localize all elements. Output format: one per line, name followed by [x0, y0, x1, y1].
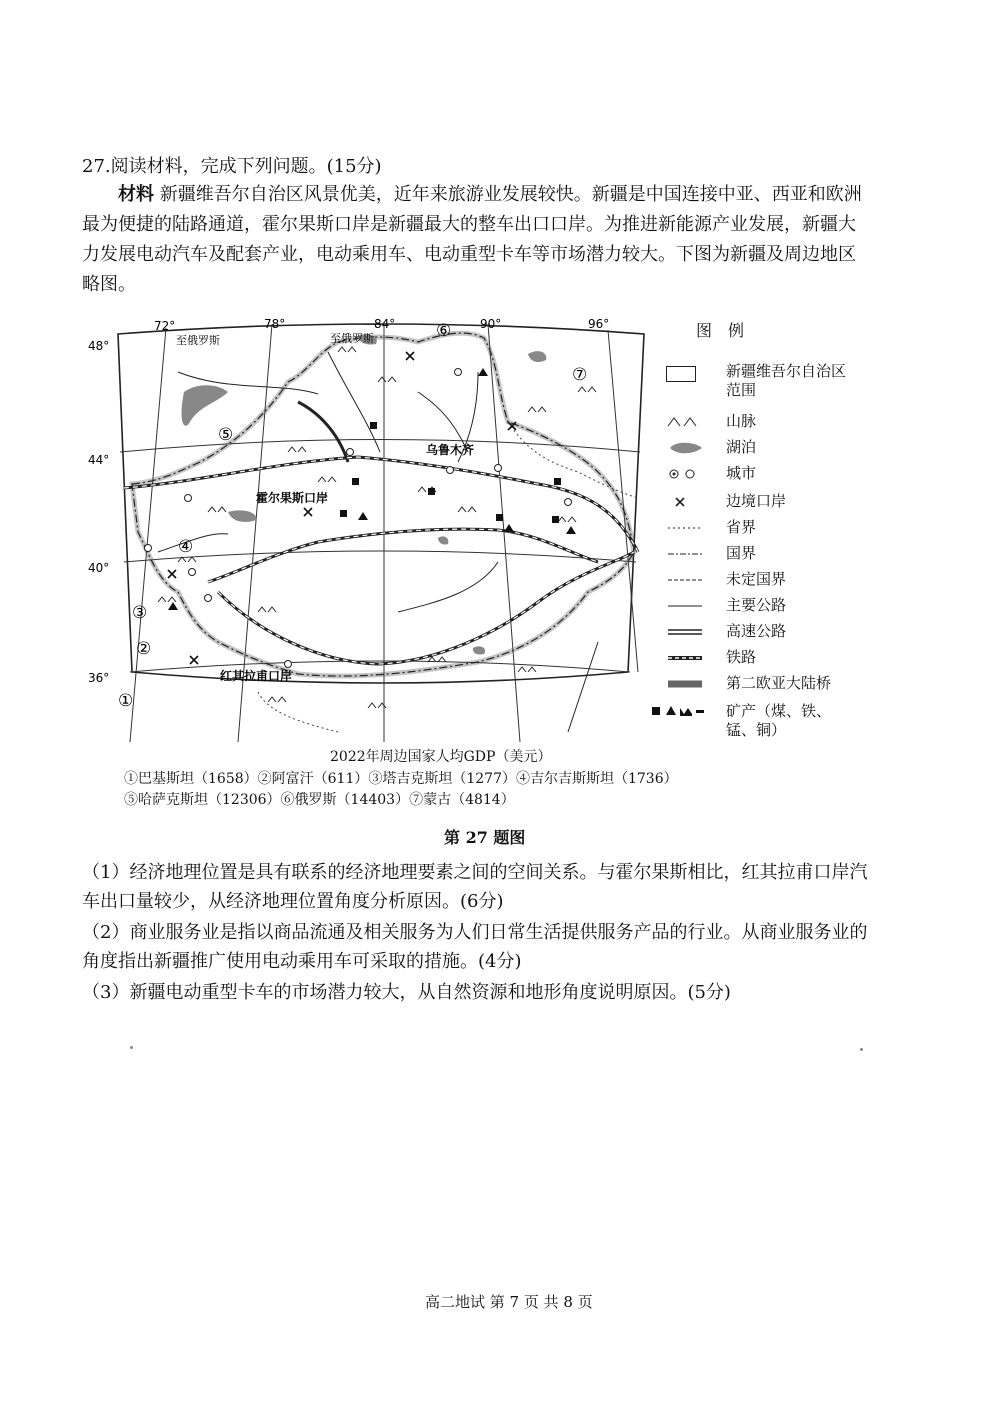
- legend-row-land-bridge: 第二欧亚大陆桥: [660, 672, 860, 698]
- scan-speck: [130, 1046, 133, 1049]
- lon-label-90: 90°: [480, 317, 502, 331]
- gdp-line-2: ⑤哈萨克斯坦（12306）⑥俄罗斯（14403）⑦蒙古（4814）: [124, 792, 515, 808]
- highway-icon: [666, 622, 706, 644]
- legend-row-highway: 高速公路: [660, 620, 860, 646]
- legend-row-road: 主要公路: [660, 594, 860, 620]
- figure-label: 第 27 题图: [444, 828, 526, 847]
- lat-label-40: 40°: [88, 561, 110, 575]
- legend-row-province: 省界: [660, 516, 860, 542]
- road-icon: [666, 596, 706, 618]
- legend-title: 图例: [696, 321, 761, 340]
- lon-label-84: 84°: [374, 317, 396, 331]
- minerals-icon: [650, 702, 710, 724]
- province-line-icon: [666, 518, 706, 540]
- legend-row-city: 城市: [660, 462, 860, 488]
- country-marker-7: ⑦: [572, 365, 588, 385]
- material-paragraph: [82, 180, 872, 300]
- page-footer: 高二地试 第 7 页 共 8 页: [425, 1293, 593, 1311]
- subquestion-3: （3）新疆电动重型卡车的市场潜力较大，从自然资源和地形角度说明原因。(5分): [82, 982, 731, 1003]
- subquestion-1: （1）经济地理位置是具有联系的经济地理要素之间的空间关系。与霍尔果斯相比，红其拉甫口岸汽车出口量较少，从经济地理位置角度分析原因。(6分): [82, 862, 868, 912]
- land-bridge-icon: [666, 674, 706, 696]
- label-to-russia-1: 至俄罗斯: [176, 334, 220, 347]
- material-text: 新疆维吾尔自治区风景优美，近年来旅游业发展较快。新疆是中国连接中亚、西亚和欧洲最为便捷的陆路通道，霍尔果斯口岸是新疆最大的整车出口口岸。为推进新能源产业发展，新疆大力发展电动汽车及配套产业，电动乘用车、电动重型卡车等市场潜力较大。下图为新疆及周边地区略图。: [82, 184, 862, 295]
- border-port-icon: [666, 492, 706, 514]
- lake-icon: [666, 438, 706, 460]
- label-to-russia-2: 至俄罗斯: [330, 332, 374, 345]
- label-urumqi: 乌鲁木齐: [426, 443, 475, 457]
- label-horgos: 霍尔果斯口岸: [256, 491, 329, 505]
- subquestion-2: （2）商业服务业是指以商品流通及相关服务为人们日常生活提供服务产品的行业。从商业服务业的角度指出新疆推广使用电动乘用车可采取的措施。(4分): [82, 922, 868, 972]
- legend-row-region: 新疆维吾尔自治区范围: [660, 360, 860, 404]
- lat-label-36: 36°: [88, 671, 110, 685]
- legend-row-undefined: 未定国界: [660, 568, 860, 594]
- lon-label-96: 96°: [588, 317, 610, 331]
- lon-label-72: 72°: [154, 319, 176, 333]
- lat-label-48: 48°: [88, 339, 110, 353]
- legend-row-border-port: 边境口岸: [660, 490, 860, 516]
- country-marker-4: ④: [178, 537, 194, 557]
- city-icon: [666, 464, 706, 486]
- legend-row-railway: 铁路: [660, 646, 860, 672]
- mountain-icon: [666, 412, 706, 434]
- lat-label-44: 44°: [88, 453, 110, 467]
- region-box-icon: [666, 362, 706, 384]
- legend-row-lake: 湖泊: [660, 436, 860, 462]
- question-title: 27.阅读材料，完成下列问题。(15分): [82, 156, 382, 177]
- undefined-line-icon: [666, 570, 706, 592]
- country-marker-3: ③: [132, 603, 148, 623]
- country-marker-6: ⑥: [436, 321, 452, 341]
- lon-label-78: 78°: [264, 317, 286, 331]
- country-marker-5: ⑤: [218, 425, 234, 445]
- label-khunjerab: 红其拉甫口岸: [220, 669, 293, 683]
- country-marker-2: ②: [136, 639, 152, 659]
- country-marker-1: ①: [118, 691, 134, 711]
- legend-row-mountain: 山脉: [660, 410, 860, 436]
- railway-icon: [666, 648, 706, 670]
- material-lead: 材料: [118, 184, 154, 205]
- national-line-icon: [666, 544, 706, 566]
- xinjiang-map: [88, 312, 648, 752]
- gdp-line-1: ①巴基斯坦（1658）②阿富汗（611）③塔吉克斯坦（1277）④吉尔吉斯斯坦（1736）: [124, 771, 678, 787]
- gdp-caption: 2022年周边国家人均GDP（美元）: [330, 749, 552, 765]
- scan-speck: [860, 1048, 863, 1051]
- legend-row-national: 国界: [660, 542, 860, 568]
- legend-row-minerals: 矿产（煤、铁、锰、铜）: [660, 700, 860, 744]
